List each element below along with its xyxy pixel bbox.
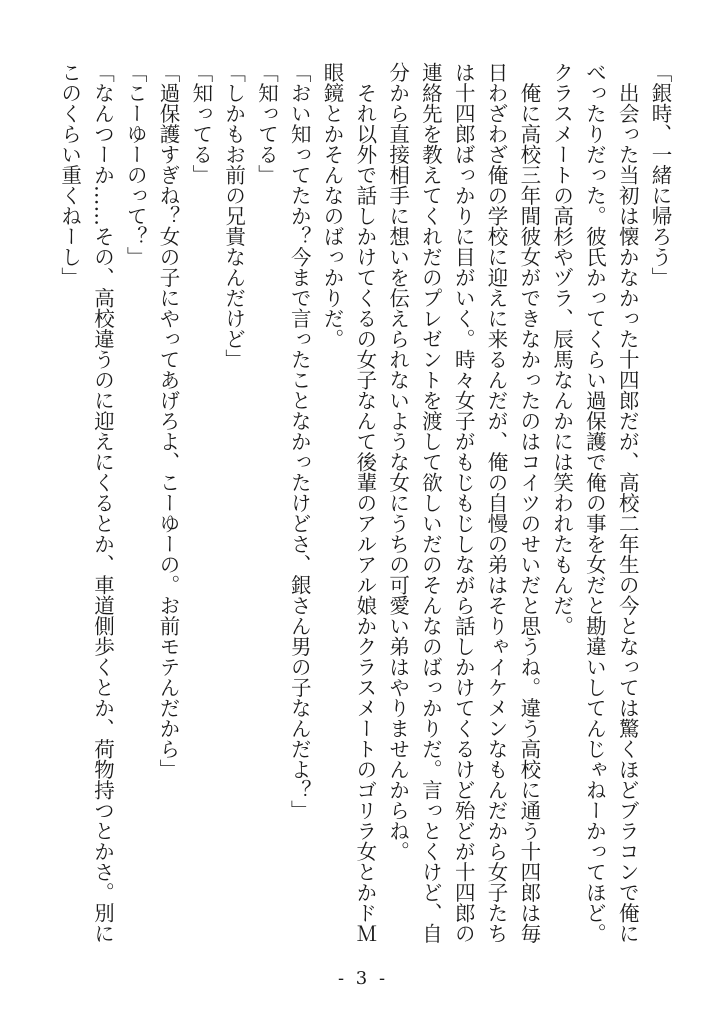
vertical-text-body <box>36 62 676 957</box>
text-line: 「おい知ってたか？今まで言ったことなかったけどさ、銀さん男の子なんだよ？」 <box>287 62 312 821</box>
text-line: 「しかもお前の兄貴なんだけど」 <box>221 62 246 370</box>
text-line: 「知ってる」 <box>188 62 213 185</box>
text-line: 「知ってる」 <box>254 62 279 185</box>
text-line: 「過保護すぎね？女の子にやってあげろよ、こーゆーの。お前モテんだから」 <box>156 62 181 780</box>
text-line: それ以外で話しかけてくるの女子なんて後輩のアルアル娘かクラスメートのゴリラ女とかドＭ眼鏡とかそんなのばっかりだ。 <box>320 62 377 944</box>
text-line: 「こーゆーのって？」 <box>123 62 148 267</box>
text-line: 出会った当初は懐かなかった十四郎だが、高校二年生の今となっては驚くほどブラコンで俺にべったりだった。彼氏かってくらい過保護で俺の事を女だと勘違いしてんじゃねーかってほど。クラスメートの高杉やヅラ、辰馬なんかには笑われたもんだ。 <box>549 62 640 944</box>
page-number: - 3 - <box>337 968 389 989</box>
text-line: 「なんつーか……その、高校違うのに迎えにくるとか、車道側歩くとか、荷物持つとかさ。別にこのくらい重くねーし」 <box>57 62 115 944</box>
text-line: 「銀時、一緒に帰ろう」 <box>648 62 672 288</box>
text-line: 俺に高校三年間彼女ができなかったのはコイツのせいだと思うね。違う高校に通う十四郎は毎日わざわざ俺の学校に迎えに来るんだが、俺の自慢の弟はそりゃイケメンなもんだから女子たちは十四郎ばっかりに目がいく。時々女子がもじもじしながら話しかけてくるけど殆どが十四郎の連絡先を教えてくれだのプレゼントを渡して欲しいだのそんなのばっかりだ。言っとくけど、自分から直接相手に想いを伝えられないような女にうちの可愛い弟はやりませんからね。 <box>385 62 541 944</box>
